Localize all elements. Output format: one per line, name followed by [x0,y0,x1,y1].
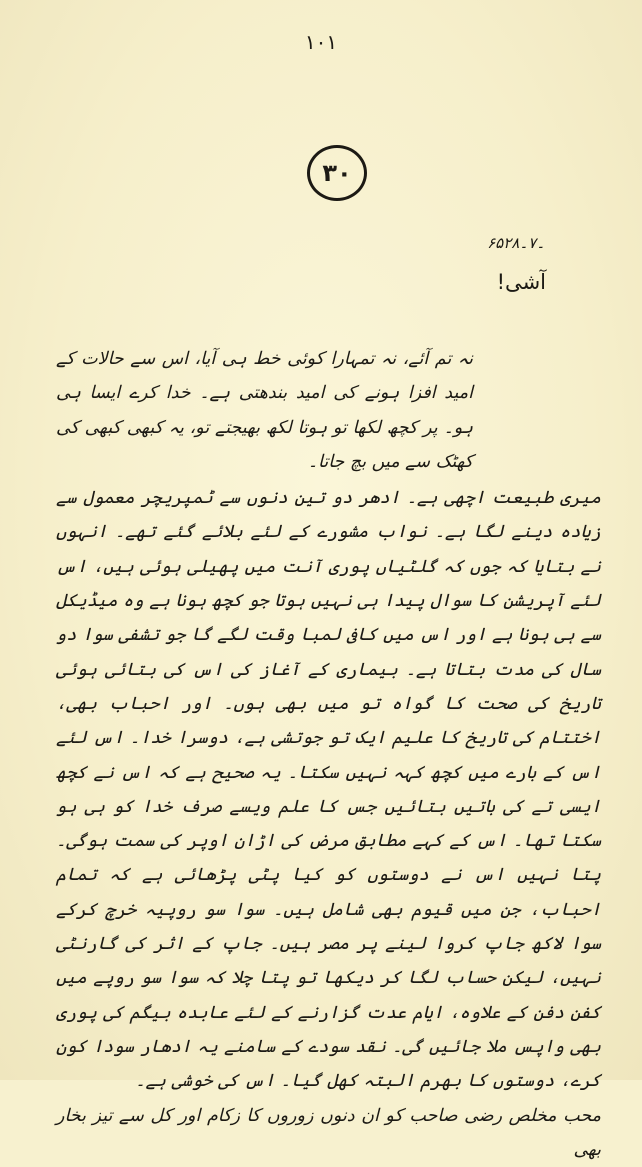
page-number: ۱۰۱ [304,30,338,54]
letter-body [56,342,601,1167]
paragraph-2: میری طبیعت اچھی ہے۔ ادھر دو تین دنوں سے ٹمپریچر معمول سے زیادہ دینے لگا ہے۔ نواب مشورے کے لئے بلائے گئے تھے۔ انہوں نے بتایا کہ جوں کہ گلٹیاں پوری آنت میں پھیلی ہوئی ہیں، اس لئے آپریشن کا سوال پیدا ہی نہیں ہوتا جو کچھ ہونا ہے وہ میڈیکل سے ہی ہونا ہے اور اس میں کافی لمبا وقت لگے گا جو تشفی سوا دو سال کی مدت بتاتا ہے۔ بیماری کے آغاز کی اس کی بتائی ہوئی تاریخ کی صحت کا گواہ تو میں بھی ہوں۔ اور احباب بھی، اختتام کی تاریخ کا علیم ایک تو جوتشی ہے، دوسرا خدا۔ اس لئے اس کے بارے میں کچھ کہہ نہیں سکتا۔ یہ صحیح ہے کہ اس نے کچھ ایسی تے کی باتیں بتائیں جس کا علم ویسے صرف خدا کو ہی ہو سکتا تھا۔ اس کے کہے مطابق مرض کی اڑان اوپر کی سمت ہوگی۔ پتا نہیں اس نے دوستوں کو کیا پٹی پڑھائی ہے کہ تمام احباب، جن میں قیوم بھی شامل ہیں۔ سوا سو روپیہ خرچ کرکے سوا لاکھ جاپ کروا لینے پر مصر ہیں۔ جاپ کے اثر کی گارنٹی نہیں، لیکن حساب لگا کر دیکھا تو پتا چلا کہ سوا سو روپے میں کفن دفن کے علاوہ، ایام عدت گزارنے کے لئے عابدہ بیگم کی پوری بھی واپس ملا جائیں گی۔ نقد سودے کے سامنے یہ ادھار سودا کون کرے، دوستوں کا بھرم البتہ کھل گیا۔ اس کی خوشی ہے۔ [56,488,601,1092]
paragraph-1: نہ تم آئے، نہ تمہارا کوئی خط ہی آیا، اس سے حالات کے امید افزا ہونے کی امید بندھتی ہے۔ خدا کرے ایسا ہی ہو۔ پر کچھ لکھا تو ہوتا لکھ بھیجتے تو، یہ کبھی کبھی کی کھٹک سے میں بچ جاتا۔ [56,349,473,472]
chapter-number-badge [307,145,367,201]
paragraph-3: محب مخلص رضی صاحب کو ان دنوں زوروں کا زکام اور کل سے تیز بخار بھی [56,1105,601,1160]
letter-salutation: آشی! [496,270,546,294]
letter-date: ۶۵۔۷۔۲۸ [487,234,545,252]
chapter-number: ۳۰ [322,159,352,187]
